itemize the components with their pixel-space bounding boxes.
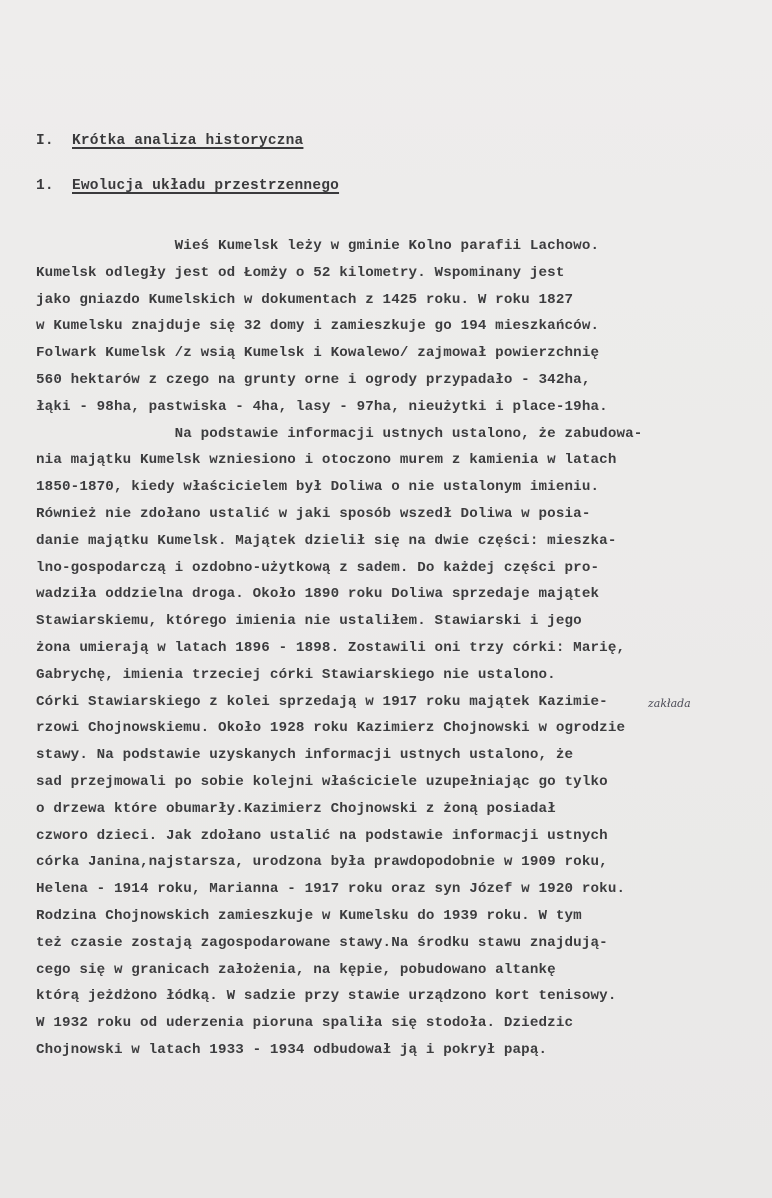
text-line: cego się w granicach założenia, na kępie, pobudowano altankę: [36, 961, 556, 978]
text-line: stawy. Na podstawie uzyskanych informacji ustnych ustalono, że: [36, 747, 574, 764]
text-line: Chojnowski w latach 1933 - 1934 odbudował ją i pokrył papą.: [36, 1041, 548, 1058]
text-line: nia majątku Kumelsk wzniesiono i otoczono murem z kamienia w latach: [36, 452, 617, 469]
text-line: 560 hektarów z czego na grunty orne i ogrody przypadało - 342ha,: [36, 371, 591, 388]
body-text: [36, 233, 751, 1064]
text-line: W 1932 roku od uderzenia pioruna spaliła się stodoła. Dziedzic: [36, 1015, 574, 1032]
text-line: Również nie zdołano ustalić w jaki sposób wszedł Doliwa w posia-: [36, 505, 591, 522]
text-line: wadziła oddzielna droga. Około 1890 roku Doliwa sprzedaje majątek: [36, 586, 600, 603]
section-heading-2: [36, 178, 339, 194]
text-line: Córki Stawiarskiego z kolei sprzedają w 1917 roku majątek Kazimie-: [36, 693, 608, 710]
handwritten-annotation: zakłada: [648, 697, 691, 710]
text-line: Stawiarskiemu, którego imienia nie ustaliłem. Stawiarski i jego: [36, 613, 582, 630]
text-line: Gabrychę, imienia trzeciej córki Stawiarskiego nie ustalono.: [36, 666, 556, 683]
text-line: żona umierają w latach 1896 - 1898. Zostawili oni trzy córki: Marię,: [36, 639, 626, 656]
text-line: Folwark Kumelsk /z wsią Kumelsk i Kowalewo/ zajmował powierzchnię: [36, 345, 600, 362]
text-line: Na podstawie informacji ustnych ustalono, że zabudowa-: [36, 425, 643, 442]
text-line: Kumelsk odległy jest od Łomży o 52 kilometry. Wspominany jest: [36, 264, 565, 281]
text-line: 1850-1870, kiedy właścicielem był Doliwa o nie ustalonym imieniu.: [36, 479, 600, 496]
subsection-title: Ewolucja układu przestrzennego: [72, 178, 340, 194]
text-line: o drzewa które obumarły.Kazimierz Chojnowski z żoną posiadał: [36, 800, 556, 817]
text-line: rzowi Chojnowskiemu. Około 1928 roku Kazimierz Chojnowski w ogrodzie: [36, 720, 626, 737]
text-line: w Kumelsku znajduje się 32 domy i zamieszkuje go 194 mieszkańców.: [36, 318, 600, 335]
text-line: łąki - 98ha, pastwiska - 4ha, lasy - 97ha, nieużytki i place-19ha.: [36, 398, 608, 415]
text-line: danie majątku Kumelsk. Majątek dzielił się na dwie części: mieszka-: [36, 532, 617, 549]
text-line: czworo dzieci. Jak zdołano ustalić na podstawie informacji ustnych: [36, 827, 608, 844]
text-line: córka Janina,najstarsza, urodzona była prawdopodobnie w 1909 roku,: [36, 854, 608, 871]
text-line: jako gniazdo Kumelskich w dokumentach z 1425 roku. W roku 1827: [36, 291, 574, 308]
subsection-number: 1.: [36, 178, 54, 194]
text-line: Wieś Kumelsk leży w gminie Kolno parafii Lachowo.: [36, 238, 600, 254]
text-line: sad przejmowali po sobie kolejni właściciele uzupełniając go tylko: [36, 773, 608, 790]
text-line: którą jeżdżono łódką. W sadzie przy stawie urządzono kort tenisowy.: [36, 988, 617, 1005]
text-line: też czasie zostają zagospodarowane stawy.Na środku stawu znajdują-: [36, 934, 608, 951]
text-line: Helena - 1914 roku, Marianna - 1917 roku oraz syn Józef w 1920 roku.: [36, 881, 626, 898]
text-line: Rodzina Chojnowskich zamieszkuje w Kumelsku do 1939 roku. W tym: [36, 907, 582, 924]
section-title: Krótka analiza historyczna: [72, 133, 304, 149]
text-line: lno-gospodarczą i ozdobno-użytkową z sadem. Do każdej części pro-: [36, 559, 600, 576]
section-heading-1: [36, 133, 303, 149]
section-number: I.: [36, 133, 54, 149]
